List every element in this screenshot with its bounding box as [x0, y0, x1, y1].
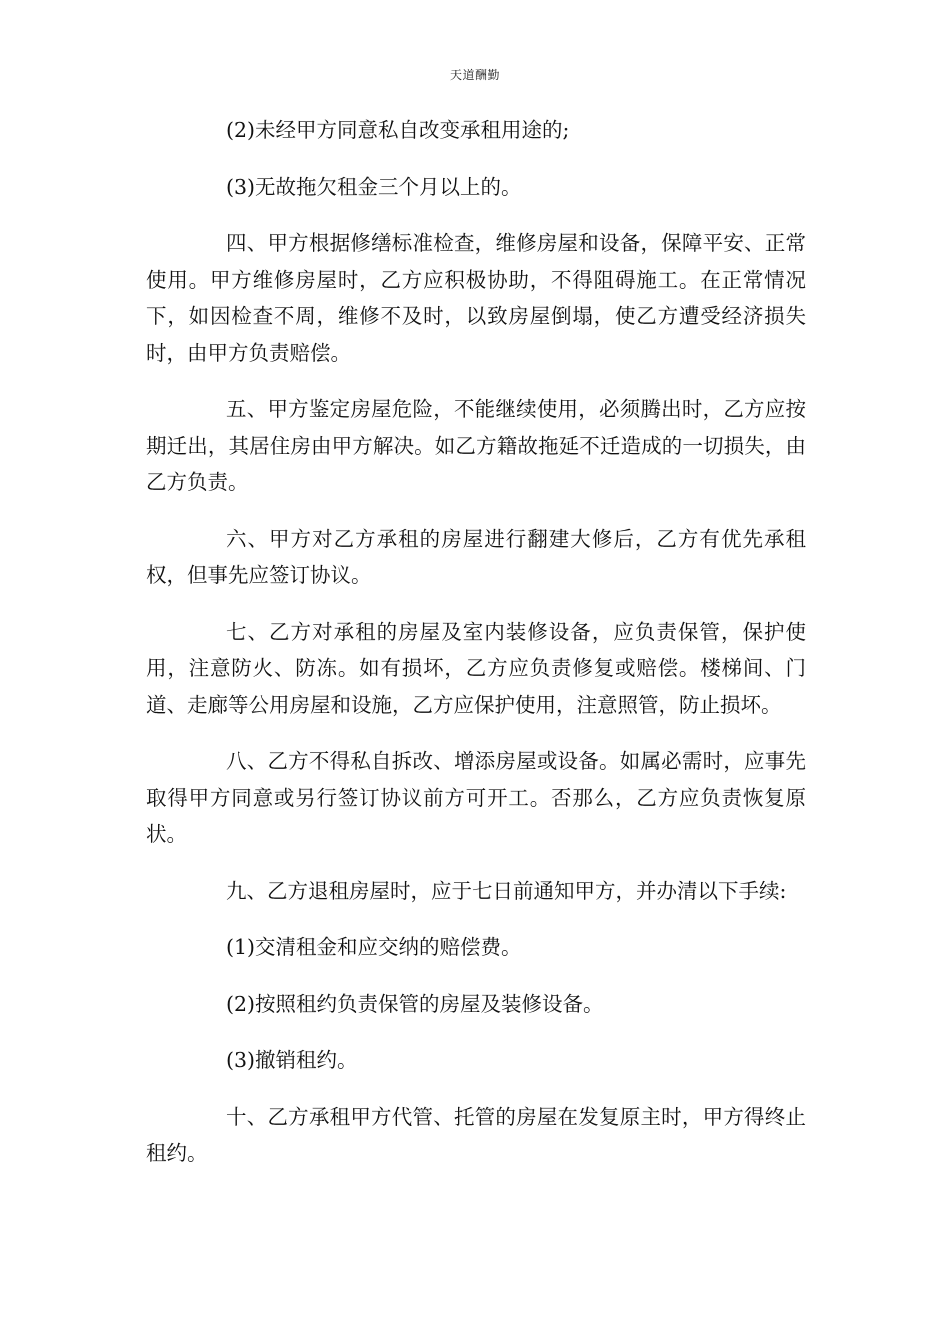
document-body	[146, 112, 806, 1172]
paragraph-clause-5: 五、甲方鉴定房屋危险，不能继续使用，必须腾出时，乙方应按期迁出，其居住房由甲方解决。如乙方籍故拖延不迁造成的一切损失，由乙方负责。	[146, 397, 806, 494]
paragraph-item-3: (3)无故拖欠租金三个月以上的。	[226, 174, 522, 199]
paragraph-clause-8: 八、乙方不得私自拆改、增添房屋或设备。如属必需时，应事先取得甲方同意或另行签订协议前方可开工。否那么，乙方应负责恢复原状。	[146, 749, 806, 846]
paragraph-clause-10: 十、乙方承租甲方代管、托管的房屋在发复原主时，甲方得终止租约。	[146, 1104, 806, 1165]
paragraph-subitem-3: (3)撤销租约。	[226, 1048, 358, 1072]
paragraph-clause-6: 六、甲方对乙方承租的房屋进行翻建大修后，乙方有优先承租权，但事先应签订协议。	[146, 526, 806, 587]
page-header: 天道酬勤	[449, 68, 500, 82]
paragraph-clause-9: 九、乙方退租房屋时，应于七日前通知甲方，并办清以下手续:	[226, 878, 787, 903]
paragraph-clause-7: 七、乙方对承租的房屋及室内装修设备，应负责保管，保护使用，注意防火、防冻。如有损坏，乙方应负责修复或赔偿。楼梯间、门道、走廊等公用房屋和设施，乙方应保护使用，注意照管，防止损坏。	[146, 619, 806, 717]
paragraph-subitem-2: (2)按照租约负责保管的房屋及装修设备。	[226, 991, 604, 1016]
paragraph-item-2: (2)未经甲方同意私自改变承租用途的;	[226, 118, 570, 142]
paragraph-subitem-1: (1)交清租金和应交纳的赔偿费。	[226, 935, 522, 959]
paragraph-clause-4: 四、甲方根据修缮标准检查，维修房屋和设备，保障平安、正常使用。甲方维修房屋时，乙方应积极协助，不得阻碍施工。在正常情况下，如因检查不周，维修不及时，以致房屋倒塌，使乙方遭受经济损失时，由甲方负责赔偿。	[146, 231, 806, 365]
